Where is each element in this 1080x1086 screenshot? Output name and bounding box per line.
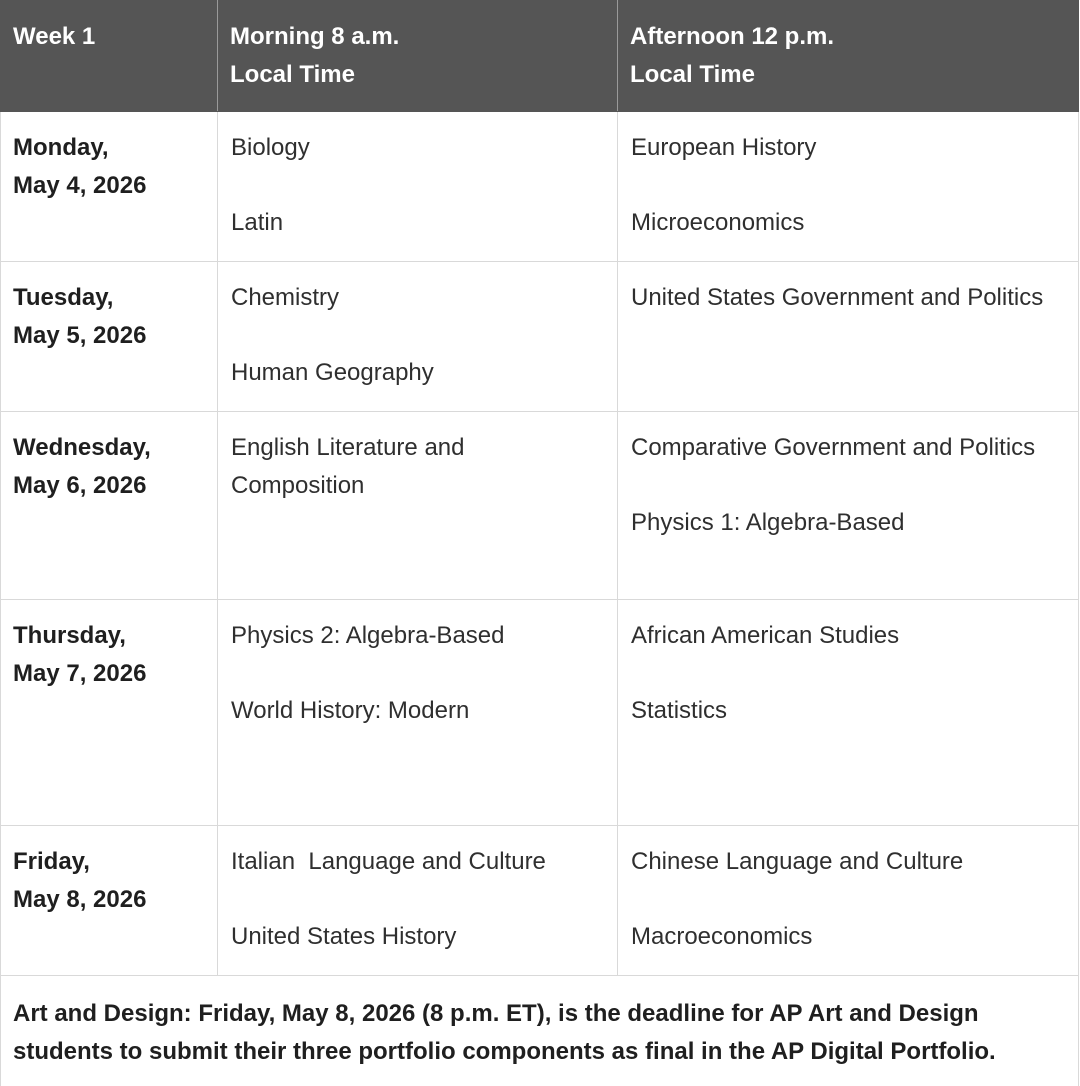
exam-name: Macroeconomics (631, 923, 813, 950)
afternoon-local-label: Local Time (630, 61, 755, 88)
exam-name: Physics 1: Algebra-Based (631, 509, 905, 536)
exam-name: Chemistry (231, 284, 340, 311)
day-cell (1, 600, 218, 826)
afternoon-exams-cell (618, 412, 1079, 600)
date-label: May 8, 2026 (13, 886, 147, 913)
note-text: Friday, May 8, 2026 (8 p.m. ET), is the deadline for AP Art and Design students to submit their three portfolio components as final in the AP Digital Portfolio. (13, 1000, 996, 1065)
weekday-label: Monday, (13, 134, 109, 161)
morning-exams-cell (218, 262, 618, 412)
day-cell (1, 412, 218, 600)
exam-name: Biology (231, 134, 310, 161)
table-row-tuesday (1, 262, 1079, 412)
exam-name: Physics 2: Algebra-Based (231, 622, 505, 649)
exam-name: Italian Language and Culture (231, 848, 546, 875)
exam-name: World History: Modern (231, 697, 470, 724)
week-header (1, 1, 218, 112)
afternoon-exams-cell (618, 826, 1079, 976)
exam-name: United States Government and Politics (631, 284, 1044, 311)
date-label: May 4, 2026 (13, 172, 147, 199)
table-row-wednesday (1, 412, 1079, 600)
morning-exams-cell (218, 112, 618, 262)
date-label: May 6, 2026 (13, 472, 147, 499)
exam-name: Chinese Language and Culture (631, 848, 964, 875)
date-label: May 7, 2026 (13, 660, 147, 687)
weekday-label: Thursday, (13, 622, 126, 649)
note-label: Art and Design: (13, 1000, 192, 1027)
afternoon-exams-cell (618, 112, 1079, 262)
exam-name: English Literature and Composition (231, 434, 465, 499)
morning-exams-cell (218, 826, 618, 976)
date-label: May 5, 2026 (13, 322, 147, 349)
week-label: Week 1 (13, 23, 96, 50)
morning-header (218, 1, 618, 112)
day-cell (1, 112, 218, 262)
exam-name: Statistics (631, 697, 728, 724)
afternoon-exams-cell (618, 600, 1079, 826)
exam-name: United States History (231, 923, 457, 950)
morning-time-label: Morning 8 a.m. (230, 23, 400, 50)
morning-exams-cell (218, 600, 618, 826)
note-row (1, 976, 1079, 1086)
art-and-design-note (1, 976, 1079, 1086)
exam-name: Microeconomics (631, 209, 805, 236)
morning-local-label: Local Time (230, 61, 355, 88)
exam-name: European History (631, 134, 817, 161)
afternoon-time-label: Afternoon 12 p.m. (630, 23, 835, 50)
exam-name: Comparative Government and Politics (631, 434, 1036, 461)
table-row-friday (1, 826, 1079, 976)
weekday-label: Tuesday, (13, 284, 114, 311)
afternoon-header (618, 1, 1079, 112)
day-cell (1, 262, 218, 412)
table-row-monday (1, 112, 1079, 262)
table-row-thursday (1, 600, 1079, 826)
day-cell (1, 826, 218, 976)
exam-name: Human Geography (231, 359, 434, 386)
weekday-label: Wednesday, (13, 434, 151, 461)
exam-name: African American Studies (631, 622, 900, 649)
afternoon-exams-cell (618, 262, 1079, 412)
weekday-label: Friday, (13, 848, 90, 875)
header-row (1, 1, 1079, 112)
exam-name: Latin (231, 209, 284, 236)
morning-exams-cell (218, 412, 618, 600)
